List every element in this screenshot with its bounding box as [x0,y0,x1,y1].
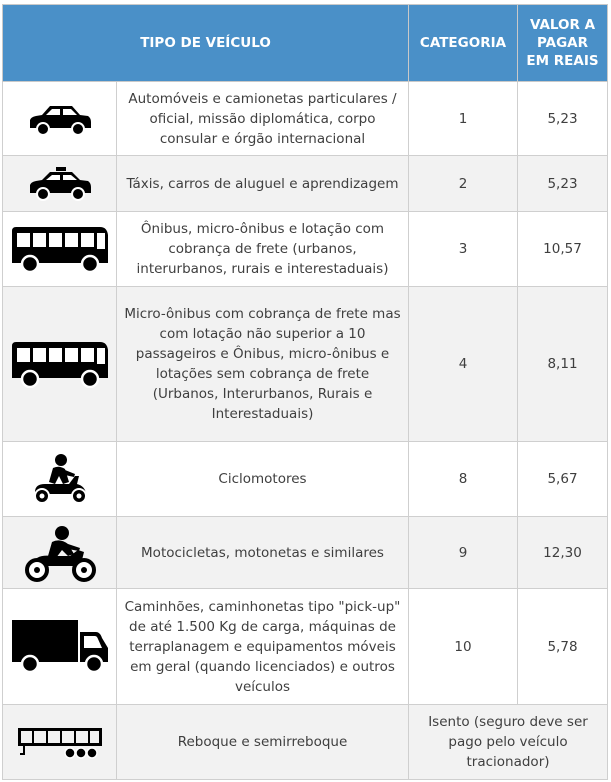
table-row [3,517,608,589]
fee-value: Isento (seguro deve ser pago pelo veículo tracionador) [409,705,608,780]
vehicle-description: Automóveis e camionetas particulares / oficial, missão diplomática, corpo consular e órgão internacional [117,82,409,156]
vehicle-description: Táxis, carros de aluguel e aprendizagem [117,156,409,212]
taxi-icon [26,167,94,201]
fee-value: 5,78 [518,589,608,705]
vehicle-fee-table [2,4,608,780]
scooter-icon [29,452,91,506]
table-header-row [3,5,608,82]
vehicle-description: Reboque e semirreboque [117,705,409,780]
header-category: CATEGORIA [409,5,518,82]
vehicle-category: 10 [409,589,518,705]
vehicle-description: Motocicletas, motonetas e similares [117,517,409,589]
table-row [3,82,608,156]
vehicle-category: 1 [409,82,518,156]
vehicle-description: Micro-ônibus com cobrança de frete mas com lotação não superior a 10 passageiros e Ônibus, micro-ônibus e lotações sem cobrança de frete (Urbanos, Interurbanos, Rurais e Interestaduais) [117,287,409,442]
vehicle-description: Ciclomotores [117,442,409,517]
table-row [3,212,608,287]
header-vehicle-type: TIPO DE VEÍCULO [3,5,409,82]
motorcycle-icon [22,524,98,582]
vehicle-category: 4 [409,287,518,442]
vehicle-description: Ônibus, micro-ônibus e lotação com cobrança de frete (urbanos, interurbanos, rurais e interestaduais) [117,212,409,287]
vehicle-category: 8 [409,442,518,517]
truck-icon [10,618,110,676]
fee-value: 8,11 [518,287,608,442]
fee-value: 5,23 [518,82,608,156]
vehicle-category: 3 [409,212,518,287]
vehicle-category: 9 [409,517,518,589]
car-icon [26,102,94,136]
header-value: VALOR A PAGAR EM REAIS [518,5,608,82]
table-row [3,287,608,442]
trailer-icon [14,722,106,762]
fee-value: 5,67 [518,442,608,517]
vehicle-category: 2 [409,156,518,212]
bus-icon [10,340,110,388]
fee-value: 5,23 [518,156,608,212]
table-row [3,156,608,212]
table-row [3,589,608,705]
fee-value: 12,30 [518,517,608,589]
vehicle-description: Caminhões, caminhonetas tipo "pick-up" de até 1.500 Kg de carga, máquinas de terraplanagem e equipamentos móveis em geral (quando licenciados) e outros veículos [117,589,409,705]
table-row [3,705,608,780]
table-row [3,442,608,517]
bus-icon [10,225,110,273]
fee-value: 10,57 [518,212,608,287]
